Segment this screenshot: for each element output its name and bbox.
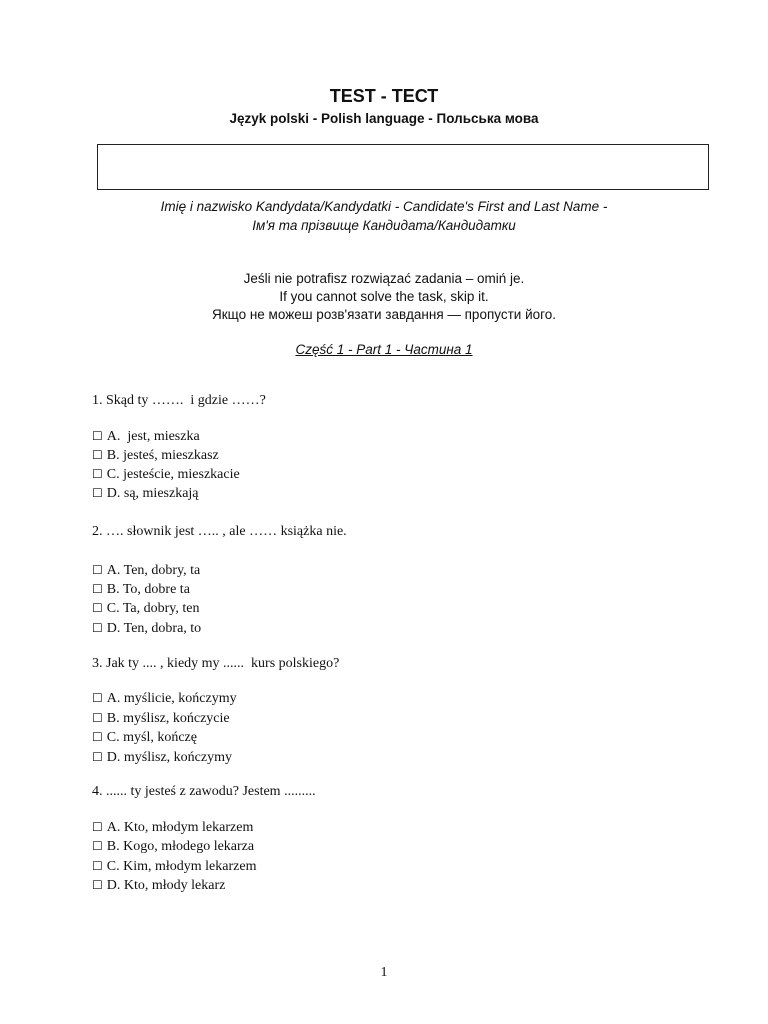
option-label: C. Ta, dobry, ten <box>106 601 200 616</box>
answer-option[interactable] <box>92 820 253 836</box>
option-label: A. Kto, młodym lekarzem <box>106 820 254 835</box>
option-label: B. jesteś, mieszkasz <box>106 448 219 463</box>
answer-option[interactable] <box>92 448 219 464</box>
option-label: C. jesteście, mieszkacie <box>106 467 240 482</box>
answer-option[interactable] <box>92 429 200 445</box>
question-2: 2. …. słownik jest ….. , ale …… książka nie. <box>92 524 347 539</box>
option-label: D. Kto, młody lekarz <box>106 878 226 893</box>
checkbox-icon[interactable]: ☐ <box>92 820 103 834</box>
name-field-caption-line2: Ім'я та прізвище Кандидата/Кандидатки <box>252 218 516 233</box>
answer-option[interactable] <box>92 621 201 637</box>
page-subtitle: Język polski - Polish language - Польська мова <box>229 111 539 126</box>
checkbox-icon[interactable]: ☐ <box>92 486 103 500</box>
answer-option[interactable] <box>92 750 232 766</box>
answer-option[interactable] <box>92 878 225 894</box>
answer-option[interactable] <box>92 839 254 855</box>
option-label: C. Kim, młodym lekarzem <box>106 859 257 874</box>
option-label: B. myślisz, kończycie <box>106 711 230 726</box>
checkbox-icon[interactable]: ☐ <box>92 448 103 462</box>
option-label: A. jest, mieszka <box>106 429 200 444</box>
checkbox-icon[interactable]: ☐ <box>92 601 103 615</box>
candidate-name-field[interactable] <box>97 144 709 190</box>
checkbox-icon[interactable]: ☐ <box>92 750 103 764</box>
question-3: 3. Jak ty .... , kiedy my ...... kurs polskiego? <box>92 656 340 671</box>
checkbox-icon[interactable]: ☐ <box>92 730 103 744</box>
answer-option[interactable] <box>92 582 190 598</box>
instruction-polish: Jeśli nie potrafisz rozwiązać zadania – omiń je. <box>243 271 525 286</box>
checkbox-icon[interactable]: ☐ <box>92 839 103 853</box>
answer-option[interactable] <box>92 563 200 579</box>
answer-option[interactable] <box>92 486 199 502</box>
page-number: 1 <box>380 965 388 980</box>
page-title: TEST - ТЕСТ <box>329 86 439 106</box>
answer-option[interactable] <box>92 711 230 727</box>
instruction-ukrainian: Якщо не можеш розв'язати завдання — пропусти його. <box>211 307 557 322</box>
answer-option[interactable] <box>92 601 200 617</box>
answer-option[interactable] <box>92 467 240 483</box>
checkbox-icon[interactable]: ☐ <box>92 429 103 443</box>
part-heading: Część 1 - Part 1 - Частина 1 <box>295 342 473 357</box>
checkbox-icon[interactable]: ☐ <box>92 859 103 873</box>
option-label: D. Ten, dobra, to <box>106 621 202 636</box>
checkbox-icon[interactable]: ☐ <box>92 467 103 481</box>
instruction-english: If you cannot solve the task, skip it. <box>279 289 489 304</box>
option-label: D. myślisz, kończymy <box>106 750 232 765</box>
checkbox-icon[interactable]: ☐ <box>92 621 103 635</box>
option-label: A. myślicie, kończymy <box>106 691 237 706</box>
answer-option[interactable] <box>92 730 197 746</box>
checkbox-icon[interactable]: ☐ <box>92 711 103 725</box>
option-label: A. Ten, dobry, ta <box>106 563 201 578</box>
checkbox-icon[interactable]: ☐ <box>92 691 103 705</box>
checkbox-icon[interactable]: ☐ <box>92 878 103 892</box>
answer-option[interactable] <box>92 691 237 707</box>
option-label: C. myśl, kończę <box>106 730 197 745</box>
option-label: B. Kogo, młodego lekarza <box>106 839 255 854</box>
option-label: B. To, dobre ta <box>106 582 190 597</box>
checkbox-icon[interactable]: ☐ <box>92 563 103 577</box>
name-field-caption-line1: Imię i nazwisko Kandydata/Kandydatki - Candidate's First and Last Name - <box>160 199 608 214</box>
answer-option[interactable] <box>92 859 256 875</box>
checkbox-icon[interactable]: ☐ <box>92 582 103 596</box>
option-label: D. są, mieszkają <box>106 486 199 501</box>
question-4: 4. ...... ty jesteś z zawodu? Jestem ......... <box>92 784 316 799</box>
question-1: 1. Skąd ty ……. i gdzie ……? <box>92 393 266 408</box>
